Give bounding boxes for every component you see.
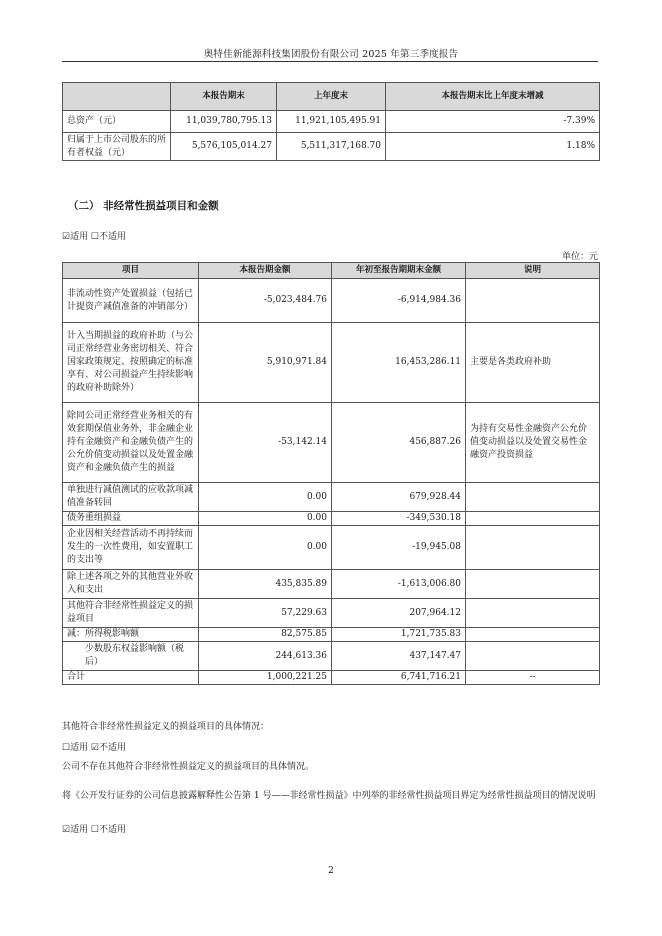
- row-note: [466, 570, 600, 599]
- summary-header-cell: 上年度末: [277, 83, 386, 111]
- nonrecurring-row: [63, 512, 600, 526]
- row-ytd: -349,530.18: [332, 512, 466, 526]
- other-items-label: 其他符合非经常性损益定义的损益项目的具体情况：: [62, 722, 270, 732]
- summary-row: [63, 133, 600, 161]
- summary-row-prior: 5,511,317,168.70: [277, 133, 386, 161]
- row-item: 企业因相关经营活动不再持续而发生的一次性费用，如安置职工的支出等: [63, 526, 199, 570]
- unit-label: 单位：元: [561, 252, 598, 262]
- applicable-checkbox-2[interactable]: ☐适用 ☑不适用: [62, 743, 126, 753]
- nonrecurring-row: [63, 403, 600, 483]
- summary-header-cell: 本报告期末比上年度末增减: [386, 83, 600, 111]
- row-ytd: 6,741,716.21: [332, 671, 466, 685]
- other-items-text: 公司不存在其他符合非经常性损益定义的损益项目的具体情况。: [62, 762, 315, 772]
- summary-row-prior: 11,921,105,495.91: [277, 111, 386, 133]
- row-period: 5,910,971.84: [199, 323, 332, 403]
- page-number: 2: [328, 866, 334, 876]
- row-period: -53,142.14: [199, 403, 332, 483]
- row-ytd: -1,613,006.80: [332, 570, 466, 599]
- nonrecurring-row: [63, 279, 600, 323]
- summary-row-label: 归属于上市公司股东的所有者权益（元）: [63, 133, 171, 161]
- row-period: 57,229.63: [199, 599, 332, 628]
- report-header: 奥特佳新能源科技集团股份有限公司 2025 年第三季度报告: [203, 49, 459, 60]
- row-item: 其他符合非经常性损益定义的损益项目: [63, 599, 199, 628]
- nonrecurring-header-cell: 说明: [466, 263, 600, 279]
- row-item: 除同公司正常经营业务相关的有效套期保值业务外，非金融企业持有金融资产和金融负债产生的公允价值变动损益以及处置金融资产和金融负债产生的损益: [63, 403, 199, 483]
- nonrecurring-header-cell: 年初至报告期期末金额: [332, 263, 466, 279]
- row-period: 0.00: [199, 512, 332, 526]
- nonrecurring-row: [63, 323, 600, 403]
- row-period: 244,613.36: [199, 642, 332, 671]
- row-item: 单独进行减值测试的应收款项减值准备转回: [63, 483, 199, 512]
- summary-table: [62, 82, 600, 161]
- summary-row-current: 11,039,780,795.13: [171, 111, 277, 133]
- row-item: 合计: [63, 671, 199, 685]
- row-ytd: 679,928.44: [332, 483, 466, 512]
- row-period: 0.00: [199, 526, 332, 570]
- nonrecurring-row: [63, 628, 600, 642]
- row-note: [466, 526, 600, 570]
- header-rule: [62, 61, 598, 62]
- row-note: [466, 642, 600, 671]
- nonrecurring-row: [63, 483, 600, 512]
- row-item: 计入当期损益的政府补助（与公司正常经营业务密切相关、符合国家政策规定、按照确定的标准享有、对公司损益产生持续影响的政府补助除外）: [63, 323, 199, 403]
- row-note: [466, 512, 600, 526]
- row-note: [466, 599, 600, 628]
- row-ytd: -6,914,984.36: [332, 279, 466, 323]
- nonrecurring-row: [63, 570, 600, 599]
- row-note: [466, 483, 600, 512]
- applicable-checkbox-3[interactable]: ☑适用 ☐不适用: [62, 825, 126, 835]
- reclass-text: 将《公开发行证券的公司信息披露解释性公告第 1 号——非经常性损益》中列举的非经常性损益项目界定为经常性损益项目的情况说明: [62, 791, 596, 801]
- applicable-checkbox-1[interactable]: ☑适用 ☐不适用: [62, 232, 126, 242]
- row-ytd: 16,453,286.11: [332, 323, 466, 403]
- summary-row-change: 1.18%: [386, 133, 600, 161]
- row-period: 435,835.89: [199, 570, 332, 599]
- row-note: [466, 628, 600, 642]
- row-note: 为持有交易性金融资产公允价值变动损益以及处置交易性金融资产投资损益: [466, 403, 600, 483]
- row-period: -5,023,484.76: [199, 279, 332, 323]
- row-note: [466, 279, 600, 323]
- summary-header-cell: 本报告期末: [171, 83, 277, 111]
- nonrecurring-row: [63, 526, 600, 570]
- summary-row-change: -7.39%: [386, 111, 600, 133]
- summary-row-label: 总资产（元）: [63, 111, 171, 133]
- row-item: 债务重组损益: [63, 512, 199, 526]
- row-ytd: 207,964.12: [332, 599, 466, 628]
- nonrecurring-table: [62, 262, 600, 685]
- summary-header-cell: [63, 83, 171, 111]
- nonrecurring-row: [63, 599, 600, 628]
- nonrecurring-header-row: [63, 263, 600, 279]
- row-item: 非流动性资产处置损益（包括已计提资产减值准备的冲销部分）: [63, 279, 199, 323]
- row-note: 主要是各类政府补助: [466, 323, 600, 403]
- row-period: 1,000,221.25: [199, 671, 332, 685]
- nonrecurring-header-cell: 项目: [63, 263, 199, 279]
- row-ytd: 456,887.26: [332, 403, 466, 483]
- nonrecurring-total-row: [63, 671, 600, 685]
- nonrecurring-header-cell: 本报告期金额: [199, 263, 332, 279]
- row-period: 0.00: [199, 483, 332, 512]
- section-title: （二） 非经常性损益项目和金额: [68, 200, 219, 212]
- summary-row: [63, 111, 600, 133]
- row-ytd: -19,945.08: [332, 526, 466, 570]
- row-note: --: [466, 671, 600, 685]
- summary-header-row: [63, 83, 600, 111]
- nonrecurring-row: [63, 642, 600, 671]
- row-item: 除上述各项之外的其他营业外收入和支出: [63, 570, 199, 599]
- row-ytd: 437,147.47: [332, 642, 466, 671]
- row-item: 减：所得税影响额: [63, 628, 199, 642]
- summary-row-current: 5,576,105,014.27: [171, 133, 277, 161]
- row-item: 少数股东权益影响额（税后）: [63, 642, 199, 671]
- row-ytd: 1,721,735.83: [332, 628, 466, 642]
- row-period: 82,575.85: [199, 628, 332, 642]
